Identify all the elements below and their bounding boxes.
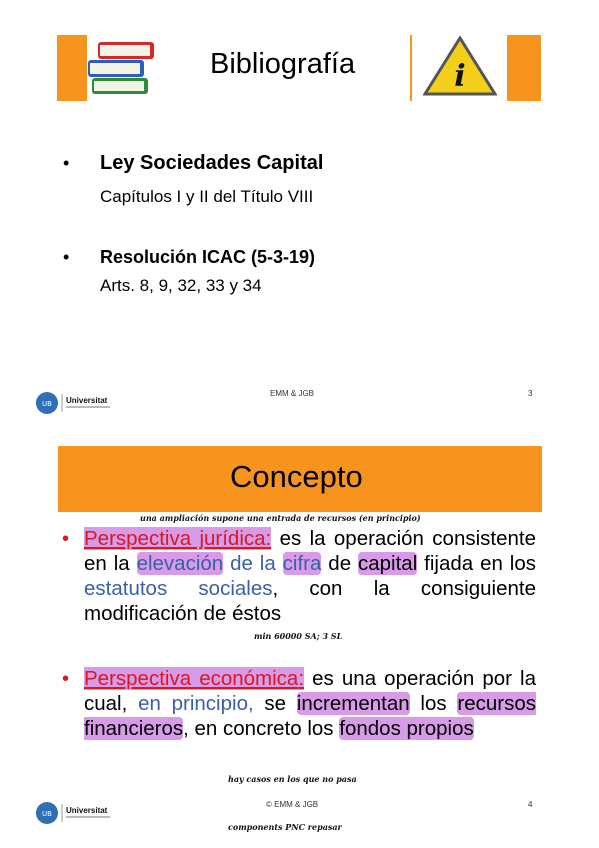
- svg-text:UB: UB: [42, 400, 52, 408]
- paragraph-economic: [84, 666, 536, 741]
- svg-text:Universitat: Universitat: [66, 806, 108, 815]
- university-logo: [34, 800, 116, 826]
- books-icon: [86, 34, 160, 100]
- item-detail: Capítulos I y II del Título VIII: [100, 187, 314, 206]
- text-run: es una operación por la cual,: [84, 667, 536, 715]
- text-run: , en concreto los: [183, 717, 340, 740]
- text-run: , con la consiguiente modificación de éstos: [84, 577, 536, 625]
- text-run: de: [321, 552, 358, 575]
- term-label: Perspectiva económica: [84, 667, 299, 690]
- term-colon: :: [265, 527, 272, 550]
- handwritten-note: una ampliación supone una entrada de recursos (en principio): [140, 513, 421, 523]
- university-logo: [34, 390, 116, 416]
- text-run: se: [253, 692, 297, 715]
- highlighted-term: cifra: [282, 552, 322, 575]
- highlighted-term: recursos financieros: [84, 692, 536, 740]
- handwritten-note: components PNC repasar: [228, 822, 342, 832]
- item-heading: Resolución ICAC (5-3-19): [100, 247, 316, 267]
- text-run: es la operación consistente en la: [84, 527, 536, 575]
- bullet-icon: •: [62, 668, 70, 690]
- term-colon: :: [298, 667, 305, 690]
- highlighted-term: elevación: [136, 552, 224, 575]
- footer-authors: © EMM & JGB: [266, 800, 319, 809]
- bullet-icon: •: [63, 153, 70, 173]
- page-number: 4: [528, 800, 533, 809]
- info-warning-icon: [423, 36, 497, 100]
- slide-title: Concepto: [230, 459, 363, 494]
- page-number: 3: [528, 389, 533, 398]
- bullet-icon: •: [62, 528, 70, 550]
- svg-text:Universitat: Universitat: [66, 396, 108, 405]
- blue-term: estatutos sociales: [84, 577, 273, 600]
- svg-text:UB: UB: [42, 810, 52, 818]
- paragraph-legal: [84, 526, 536, 626]
- text-run: los: [409, 692, 458, 715]
- handwritten-note: min 60000 SA; 3 SL: [254, 631, 343, 641]
- highlighted-term: capital: [358, 552, 418, 575]
- item-detail: Arts. 8, 9, 32, 33 y 34: [100, 276, 262, 295]
- footer-authors: EMM & JGB: [270, 389, 315, 398]
- text-run: fijada en los: [417, 552, 536, 575]
- text-run: de la: [223, 552, 283, 575]
- svg-text:i: i: [454, 59, 466, 94]
- slide-title: Bibliografía: [210, 48, 356, 80]
- blue-term: en principio,: [138, 692, 254, 715]
- highlighted-term: incrementan: [296, 692, 410, 715]
- bullet-icon: •: [63, 247, 70, 267]
- term-label: Perspectiva jurídica: [84, 527, 266, 550]
- handwritten-note: hay casos en los que no pasa: [228, 774, 357, 784]
- highlighted-term: fondos propios: [339, 717, 474, 740]
- item-heading: Ley Sociedades Capital: [100, 152, 324, 174]
